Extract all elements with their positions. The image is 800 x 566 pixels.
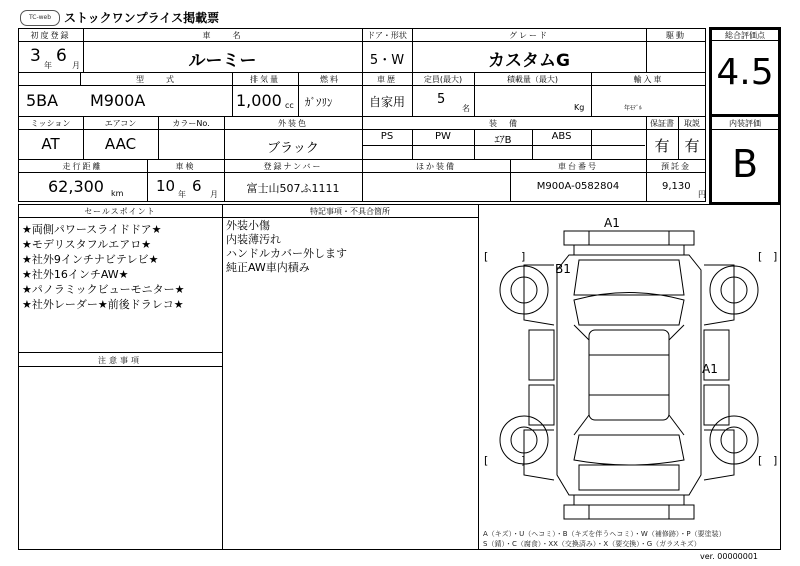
label-notes: 注意事項 [98,356,142,365]
special-notes-list [226,219,347,275]
inspection-year-unit: 年 [178,190,186,199]
label-grade: グレード [509,31,549,40]
category: 自家用 [368,95,405,109]
label-special-notes: 特記事項・不具合箇所 [310,207,390,216]
grade: カスタムG [488,51,570,71]
label-first-reg: 初度登録 [30,31,71,40]
label-chassis-no: 車台番号 [558,162,598,171]
damage-mark-front: A1 [604,216,620,230]
label-load: 積載量（最大) [506,75,559,84]
displacement: 1,000 [236,91,282,110]
bracket: [ [758,454,763,467]
reg-month-unit: 月 [72,61,80,70]
damage-mark-right: A1 [702,362,718,376]
inspection-month-unit: 月 [210,190,218,199]
label-displacement: 排気量 [250,75,280,84]
displacement-unit: cc [285,101,294,110]
door-type: 5・W [369,53,405,68]
list-item: ★社外16インチAW★ [22,268,129,281]
bracket: ] [773,454,778,467]
list-item: 内装薄汚れ [226,233,281,246]
label-equipment: 装 備 [489,119,519,128]
aircon: AAC [104,135,137,153]
list-item: ★両側パワースライドドア★ [22,223,162,236]
label-model: 型 式 [136,75,176,84]
logo-text: TC-web [28,14,52,21]
list-item: ★パノラミックビューモニター★ [22,283,185,296]
label-category: 車歴 [377,75,397,84]
version-label: ver. 00000001 [700,552,759,561]
bracket: ] [521,250,526,263]
inspection-month: 6 [192,177,202,195]
capacity: 5 [437,92,446,107]
plate-number: 富士山507ふ1111 [246,182,340,195]
list-item: ★社外9インチナビテレビ★ [22,253,159,266]
capacity-unit: 名 [462,104,470,113]
list-item: ハンドルカバー外します [226,247,347,260]
bracket: [ [758,250,763,263]
label-exterior-color: 外装色 [278,119,308,128]
deposit: 9,130 [662,181,691,192]
label-mileage: 走行距離 [62,162,103,171]
label-deposit: 預託金 [661,162,691,171]
reg-year: 3 [30,46,41,66]
label-import: 輸入車 [633,75,664,84]
chassis-number: M900A-0582804 [536,181,620,192]
car-name: ルーミー [188,51,257,71]
bracket: [ [484,250,489,263]
deposit-unit: 円 [698,190,706,199]
bracket: ] [773,250,778,263]
label-plate: 登録ナンバー [263,162,323,171]
label-warranty: 保証書 [650,119,674,128]
import-note: 年ﾓﾃﾞﾙ [624,105,643,112]
sales-points-list [22,222,185,312]
list-item: 外装小傷 [226,219,270,232]
total-score: 4.5 [716,52,774,93]
mileage: 62,300 [48,177,104,196]
equipment-abs: ABS [551,131,572,142]
label-sales-points: セールスポイント [84,207,156,216]
legend-line-1: A（キズ）・U（ヘコミ）・B（キズを伴うヘコミ）・W（補修跡）・P（要塗装） [483,530,726,538]
label-doors: ドア・形状 [367,31,407,40]
label-fuel: 燃料 [320,75,340,84]
load-unit: Kg [574,103,585,112]
equipment-ps: PS [380,131,394,142]
fuel: ｶﾞｿﾘﾝ [305,96,333,109]
interior-score: B [731,142,759,186]
list-item: ★社外レーダー★前後ドラレコ★ [22,298,184,311]
exterior-color: ブラック [267,141,319,156]
reg-year-unit: 年 [44,61,52,70]
list-item: ★モデリスタフルエアロ★ [22,238,152,251]
mileage-unit: km [111,189,124,198]
legend-line-2: S（錆）・C（腐食）・XX（交換済み）・X（要交換）・G（ガラスキズ） [483,540,701,548]
model-prefix: 5BA [26,91,59,110]
label-interior-score: 内装評価 [729,119,761,128]
bracket: ] [521,454,526,467]
label-capacity: 定員(最大) [423,75,463,84]
label-color-no: カラーNo. [172,119,210,128]
equipment-airbag: ｴｱB [494,135,512,146]
inspection-year: 10 [156,177,176,195]
bracket: [ [484,454,489,467]
label-manual: 取説 [684,119,700,128]
damage-mark-left: B1 [555,262,571,276]
label-total-score: 総合評価点 [725,31,765,40]
logo [20,10,60,26]
mission: AT [41,135,60,153]
model: M900A [90,91,146,110]
label-drive: 駆動 [666,31,686,40]
label-inspection: 車検 [175,162,196,171]
reg-month: 6 [56,46,67,66]
list-item: 純正AW車内積み [226,261,310,274]
label-aircon: エアコン [104,119,137,128]
manual: 有 [684,137,700,155]
label-mission: ミッション [30,119,71,128]
warranty: 有 [654,137,670,155]
label-other-equipment: ほか装備 [416,162,456,171]
label-car-name: 車 名 [202,31,243,40]
equipment-pw: PW [435,131,451,142]
document-title: ストックワンプライス掲載票 [64,11,220,25]
